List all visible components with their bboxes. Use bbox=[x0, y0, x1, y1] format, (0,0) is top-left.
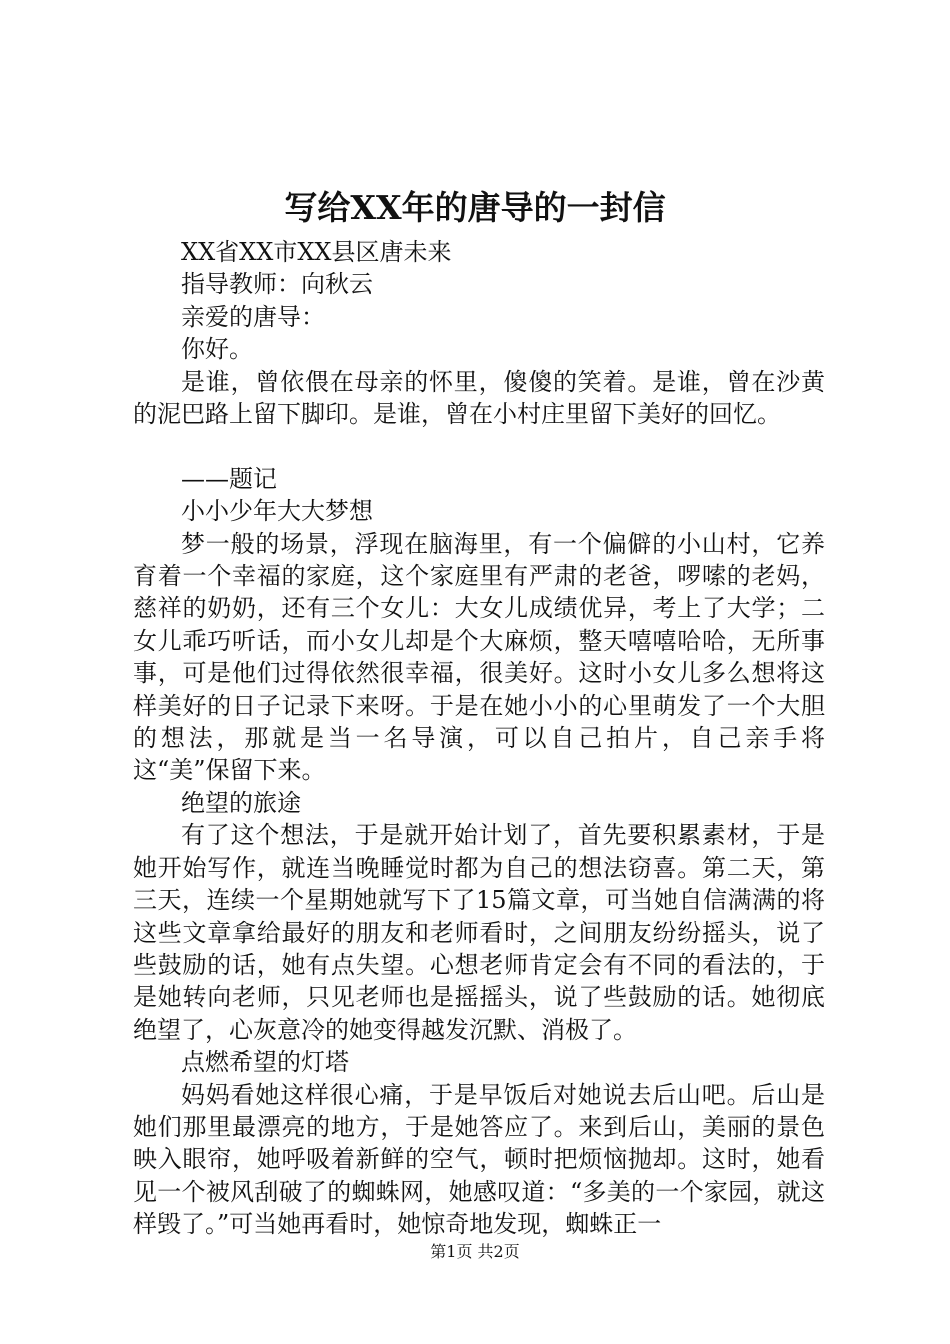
epigraph-attribution: ——题记 bbox=[181, 464, 277, 493]
section-heading-despair: 绝望的旅途 bbox=[181, 788, 301, 817]
greeting: 你好。 bbox=[181, 335, 253, 364]
section-heading-hope: 点燃希望的灯塔 bbox=[181, 1048, 349, 1077]
epigraph-paragraph: 是谁，曾依偎在母亲的怀里，傻傻的笑着。是谁，曾在沙黄的泥巴路上留下脚印。是谁，曾在小村庄里留下美好的回忆。 bbox=[133, 367, 825, 429]
teacher-line: 指导教师：向秋云 bbox=[181, 270, 373, 299]
author-line: XX省XX市XX县区唐未来 bbox=[181, 238, 452, 266]
document-title: 写给XX年的唐导的一封信 bbox=[284, 188, 666, 227]
document-body bbox=[133, 236, 825, 1241]
section-heading-dream: 小小少年大大梦想 bbox=[181, 497, 373, 526]
body-paragraph: 梦一般的场景，浮现在脑海里，有一个偏僻的小山村，它养育着一个幸福的家庭，这个家庭里有严肃的老爸，啰嗦的老妈，慈祥的奶奶，还有三个女儿：大女儿成绩优异，考上了大学；二女儿乖巧听话，而小女儿却是个大麻烦，整天嘻嘻哈哈，无所事事，可是他们过得依然很幸福，很美好。这时小女儿多么想将这样美好的日子记录下来呀。于是在她小小的心里萌发了一个大胆的想法，那就是当一名导演，可以自己拍片，自己亲手将这“美”保留下来。 bbox=[133, 529, 825, 785]
body-paragraph: 妈妈看她这样很心痛，于是早饭后对她说去后山吧。后山是她们那里最漂亮的地方，于是她答应了。来到后山，美丽的景色映入眼帘，她呼吸着新鲜的空气，顿时把烦恼抛却。这时，她看见一个被风刮破了的蜘蛛网，她感叹道：“多美的一个家园，就这样毁了。”可当她再看时，她惊奇地发现，蜘蛛正一 bbox=[133, 1080, 825, 1239]
page-footer: 第1页 共2页 bbox=[430, 1242, 520, 1261]
salutation: 亲爱的唐导： bbox=[181, 302, 325, 331]
body-paragraph: 有了这个想法，于是就开始计划了，首先要积累素材，于是她开始写作，就连当晚睡觉时都为自己的想法窃喜。第二天，第三天，连续一个星期她就写下了15篇文章，可当她自信满满的将这些文章拿给最好的朋友和老师看时，之间朋友纷纷摇头，说了些鼓励的话，她有点失望。心想老师肯定会有不同的看法的，于是她转向老师，只见老师也是摇摇头，说了些鼓励的话。她彻底绝望了，心灰意冷的她变得越发沉默、消极了。 bbox=[133, 821, 825, 1044]
